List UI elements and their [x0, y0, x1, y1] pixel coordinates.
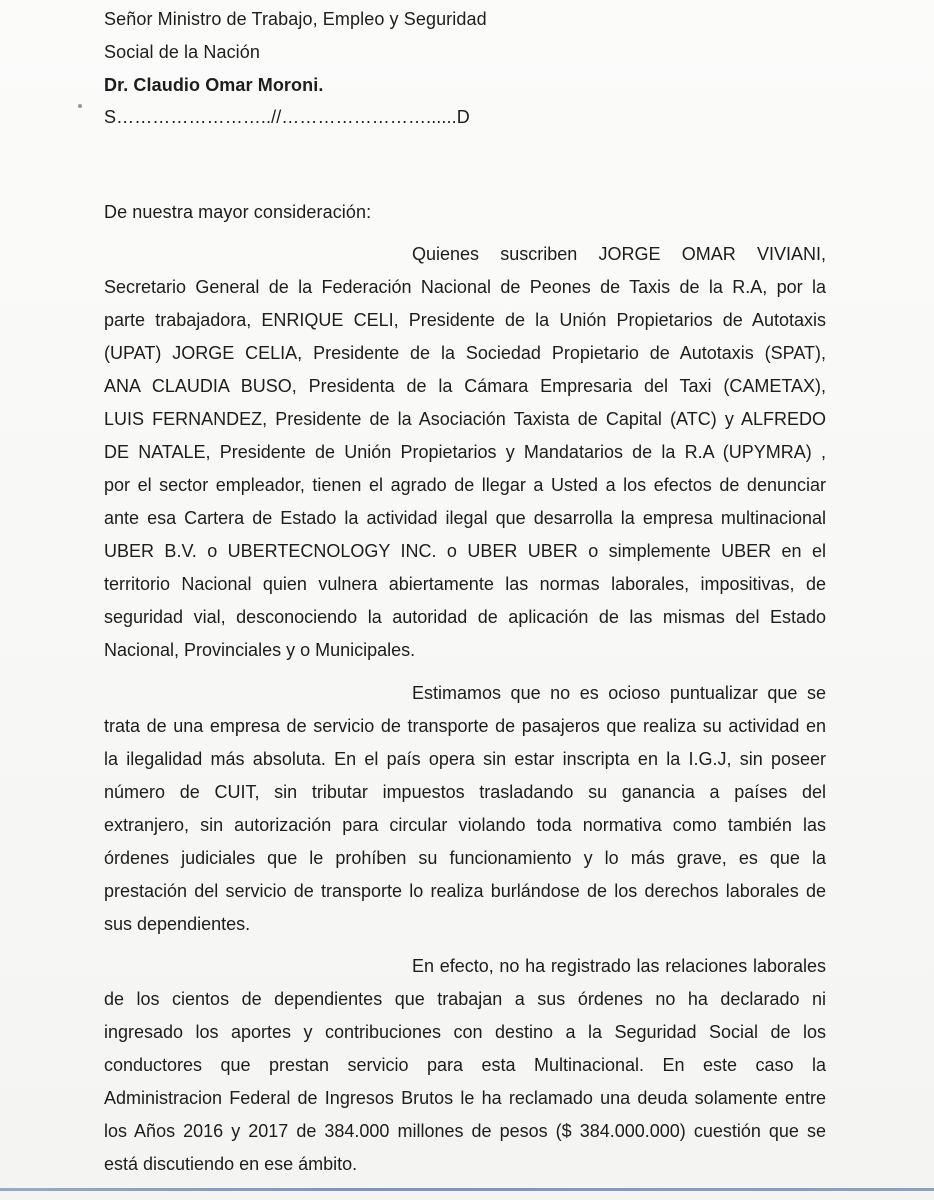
- page-bottom-rule: [0, 1188, 934, 1191]
- scan-speck: [78, 104, 82, 108]
- paragraph-3-line: conductores que prestan servicio para esta Multinacional. En este caso la: [104, 1055, 826, 1075]
- paragraph-2-line: sus dependientes.: [104, 914, 251, 934]
- paragraph-2-line: prestación del servicio de transporte lo realiza burlándose de los derechos laborales de: [104, 881, 826, 901]
- paragraph-1-line: por el sector empleador, tienen el agrado de llegar a Usted a los efectos de denunciar: [104, 475, 826, 495]
- paragraph-1-line: territorio Nacional quien vulnera abiertamente las normas laborales, impositivas, de: [104, 574, 826, 594]
- paragraph-3-line: ingresado los aportes y contribuciones con destino a la Seguridad Social de los: [104, 1022, 826, 1042]
- paragraph-3-line: los Años 2016 y 2017 de 384.000 millones de pesos ($ 384.000.000) cuestión que se: [104, 1121, 826, 1141]
- paragraph-2-line: trata de una empresa de servicio de transporte de pasajeros que realiza su actividad en: [104, 716, 826, 736]
- paragraph-3-line: de los cientos de dependientes que trabajan a sus órdenes no ha declarado ni: [104, 989, 826, 1009]
- paragraph-3-line: está discutiendo en ese ámbito.: [104, 1154, 358, 1174]
- paragraph-1-line: LUIS FERNANDEZ, Presidente de la Asociación Taxista de Capital (ATC) y ALFREDO: [104, 409, 826, 429]
- paragraph-2-line: órdenes judiciales que le prohíben su funcionamiento y lo más grave, es que la: [104, 848, 826, 868]
- paragraph-1-line: (UPAT) JORGE CELIA, Presidente de la Sociedad Propietario de Autotaxis (SPAT),: [104, 343, 826, 363]
- paragraph-1-line: DE NATALE, Presidente de Unión Propietarios y Mandatarios de la R.A (UPYMRA) ,: [104, 442, 826, 462]
- paragraph-3-line: Administracion Federal de Ingresos Brutos le ha reclamado una deuda solamente entre: [104, 1088, 826, 1108]
- paragraph-1-line: Quienes suscriben JORGE OMAR VIVIANI,: [412, 244, 826, 264]
- paragraph-2-line: Estimamos que no es ocioso puntualizar que se: [412, 683, 826, 703]
- paragraph-2-line: la ilegalidad más absoluta. En el país opera sin estar inscripta en la I.G.J, sin poseer: [104, 749, 826, 769]
- recipient-title-line-1: Señor Ministro de Trabajo, Empleo y Seguridad: [104, 9, 487, 29]
- paragraph-2-line: extranjero, sin autorización para circular violando toda normativa como también las: [104, 815, 826, 835]
- paragraph-1-line: parte trabajadora, ENRIQUE CELI, Presidente de la Unión Propietarios de Autotaxis: [104, 310, 826, 330]
- paragraph-3-line: En efecto, no ha registrado las relaciones laborales: [412, 956, 826, 976]
- paragraph-2-line: número de CUIT, sin tributar impuestos trasladando su ganancia a países del: [104, 782, 826, 802]
- recipient-title-line-2: Social de la Nación: [104, 42, 260, 62]
- paragraph-1-line: UBER B.V. o UBERTECNOLOGY INC. o UBER UBER o simplemente UBER en el: [104, 541, 826, 561]
- recipient-name: Dr. Claudio Omar Moroni.: [104, 75, 324, 95]
- paragraph-1-line: ante esa Cartera de Estado la actividad ilegal que desarrolla la empresa multinacional: [104, 508, 826, 528]
- paragraph-1-line: seguridad vial, desconociendo la autoridad de aplicación de las mismas del Estado: [104, 607, 826, 627]
- paragraph-1-line: ANA CLAUDIA BUSO, Presidenta de la Cámara Empresaria del Taxi (CAMETAX),: [104, 376, 826, 396]
- paragraph-1-line: Nacional, Provinciales y o Municipales.: [104, 640, 416, 660]
- sd-closing-line: S……………………..//……………………......D: [104, 107, 470, 127]
- paragraph-1-line: Secretario General de la Federación Nacional de Peones de Taxis de la R.A, por la: [104, 277, 826, 297]
- salutation: De nuestra mayor consideración:: [104, 202, 372, 222]
